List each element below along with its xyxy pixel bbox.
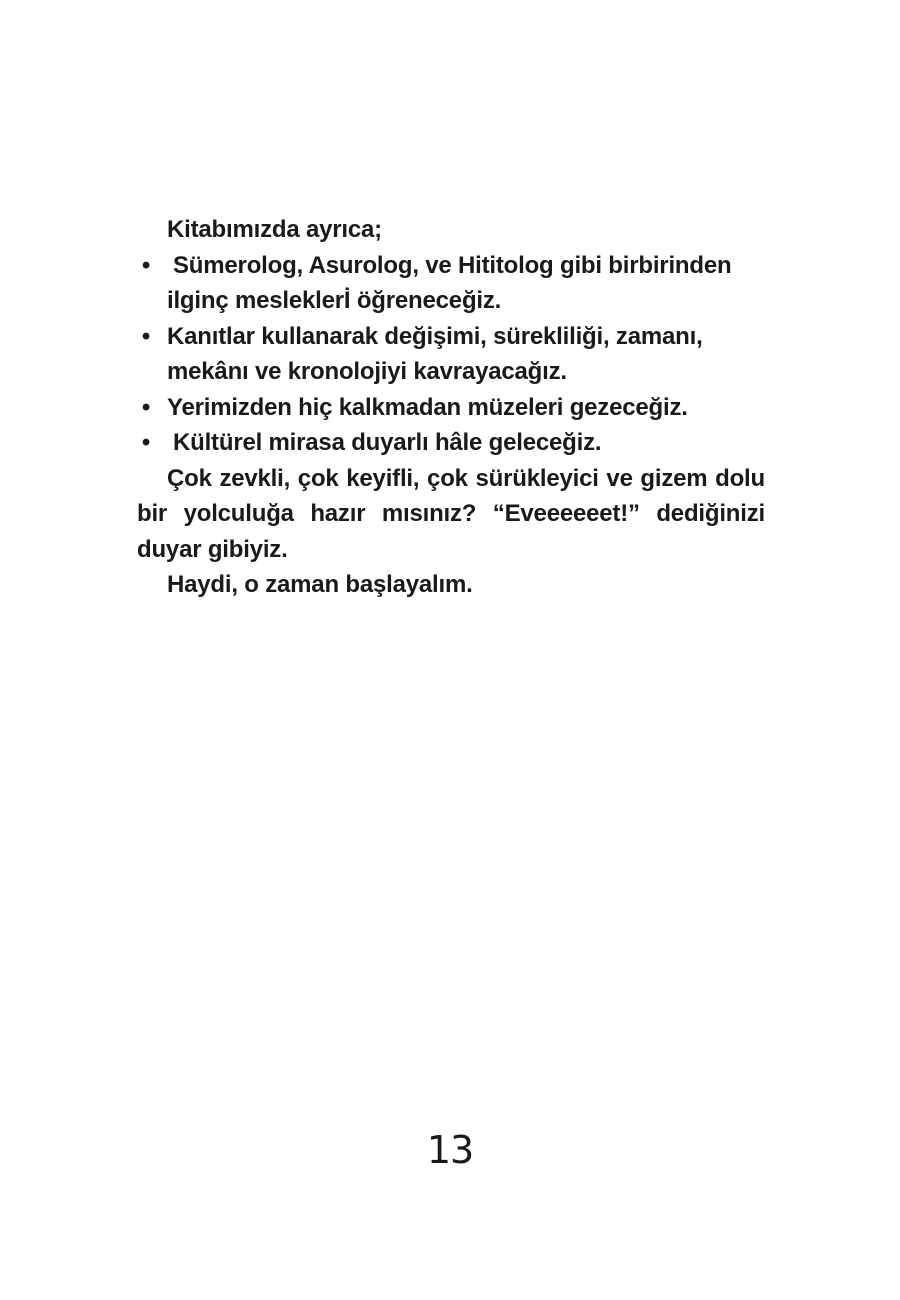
paragraph: Haydi, o zaman başlayalım. xyxy=(167,571,473,598)
list-item-text: Sümerolog, Asurolog, ve Hititolog gibi birbirinden ilginç mesleklerİ öğreneceğiz. xyxy=(167,251,732,314)
list-item-text: Kültürel mirasa duyarlı hâle geleceğiz. xyxy=(173,429,602,456)
list-item xyxy=(137,425,765,461)
bullet-icon: • xyxy=(141,322,151,350)
bullet-icon: • xyxy=(141,429,151,456)
intro-line: Kitabımızda ayrıca; xyxy=(167,216,382,243)
paragraph: Çok zevkli, çok keyifli, çok sürükleyici ve gizem dolu bir yolculuğa hazır mısınız? “Eveeeeeet!” dediğinizi duyar gibiyiz. xyxy=(137,464,765,563)
list-item xyxy=(137,319,765,390)
page-body xyxy=(137,212,765,603)
list-item xyxy=(137,248,765,319)
bullet-icon: • xyxy=(141,393,151,421)
page-number: 13 xyxy=(426,1128,474,1172)
bullet-list xyxy=(137,248,765,461)
list-item-text: Kanıtlar kullanarak değişimi, sürekliliği, zamanı, mekânı ve kronolojiyi kavrayacağız. xyxy=(167,322,703,385)
list-item xyxy=(137,390,765,426)
bullet-icon: • xyxy=(141,251,151,279)
list-item-text: Yerimizden hiç kalkmadan müzeleri gezeceğiz. xyxy=(167,393,688,421)
